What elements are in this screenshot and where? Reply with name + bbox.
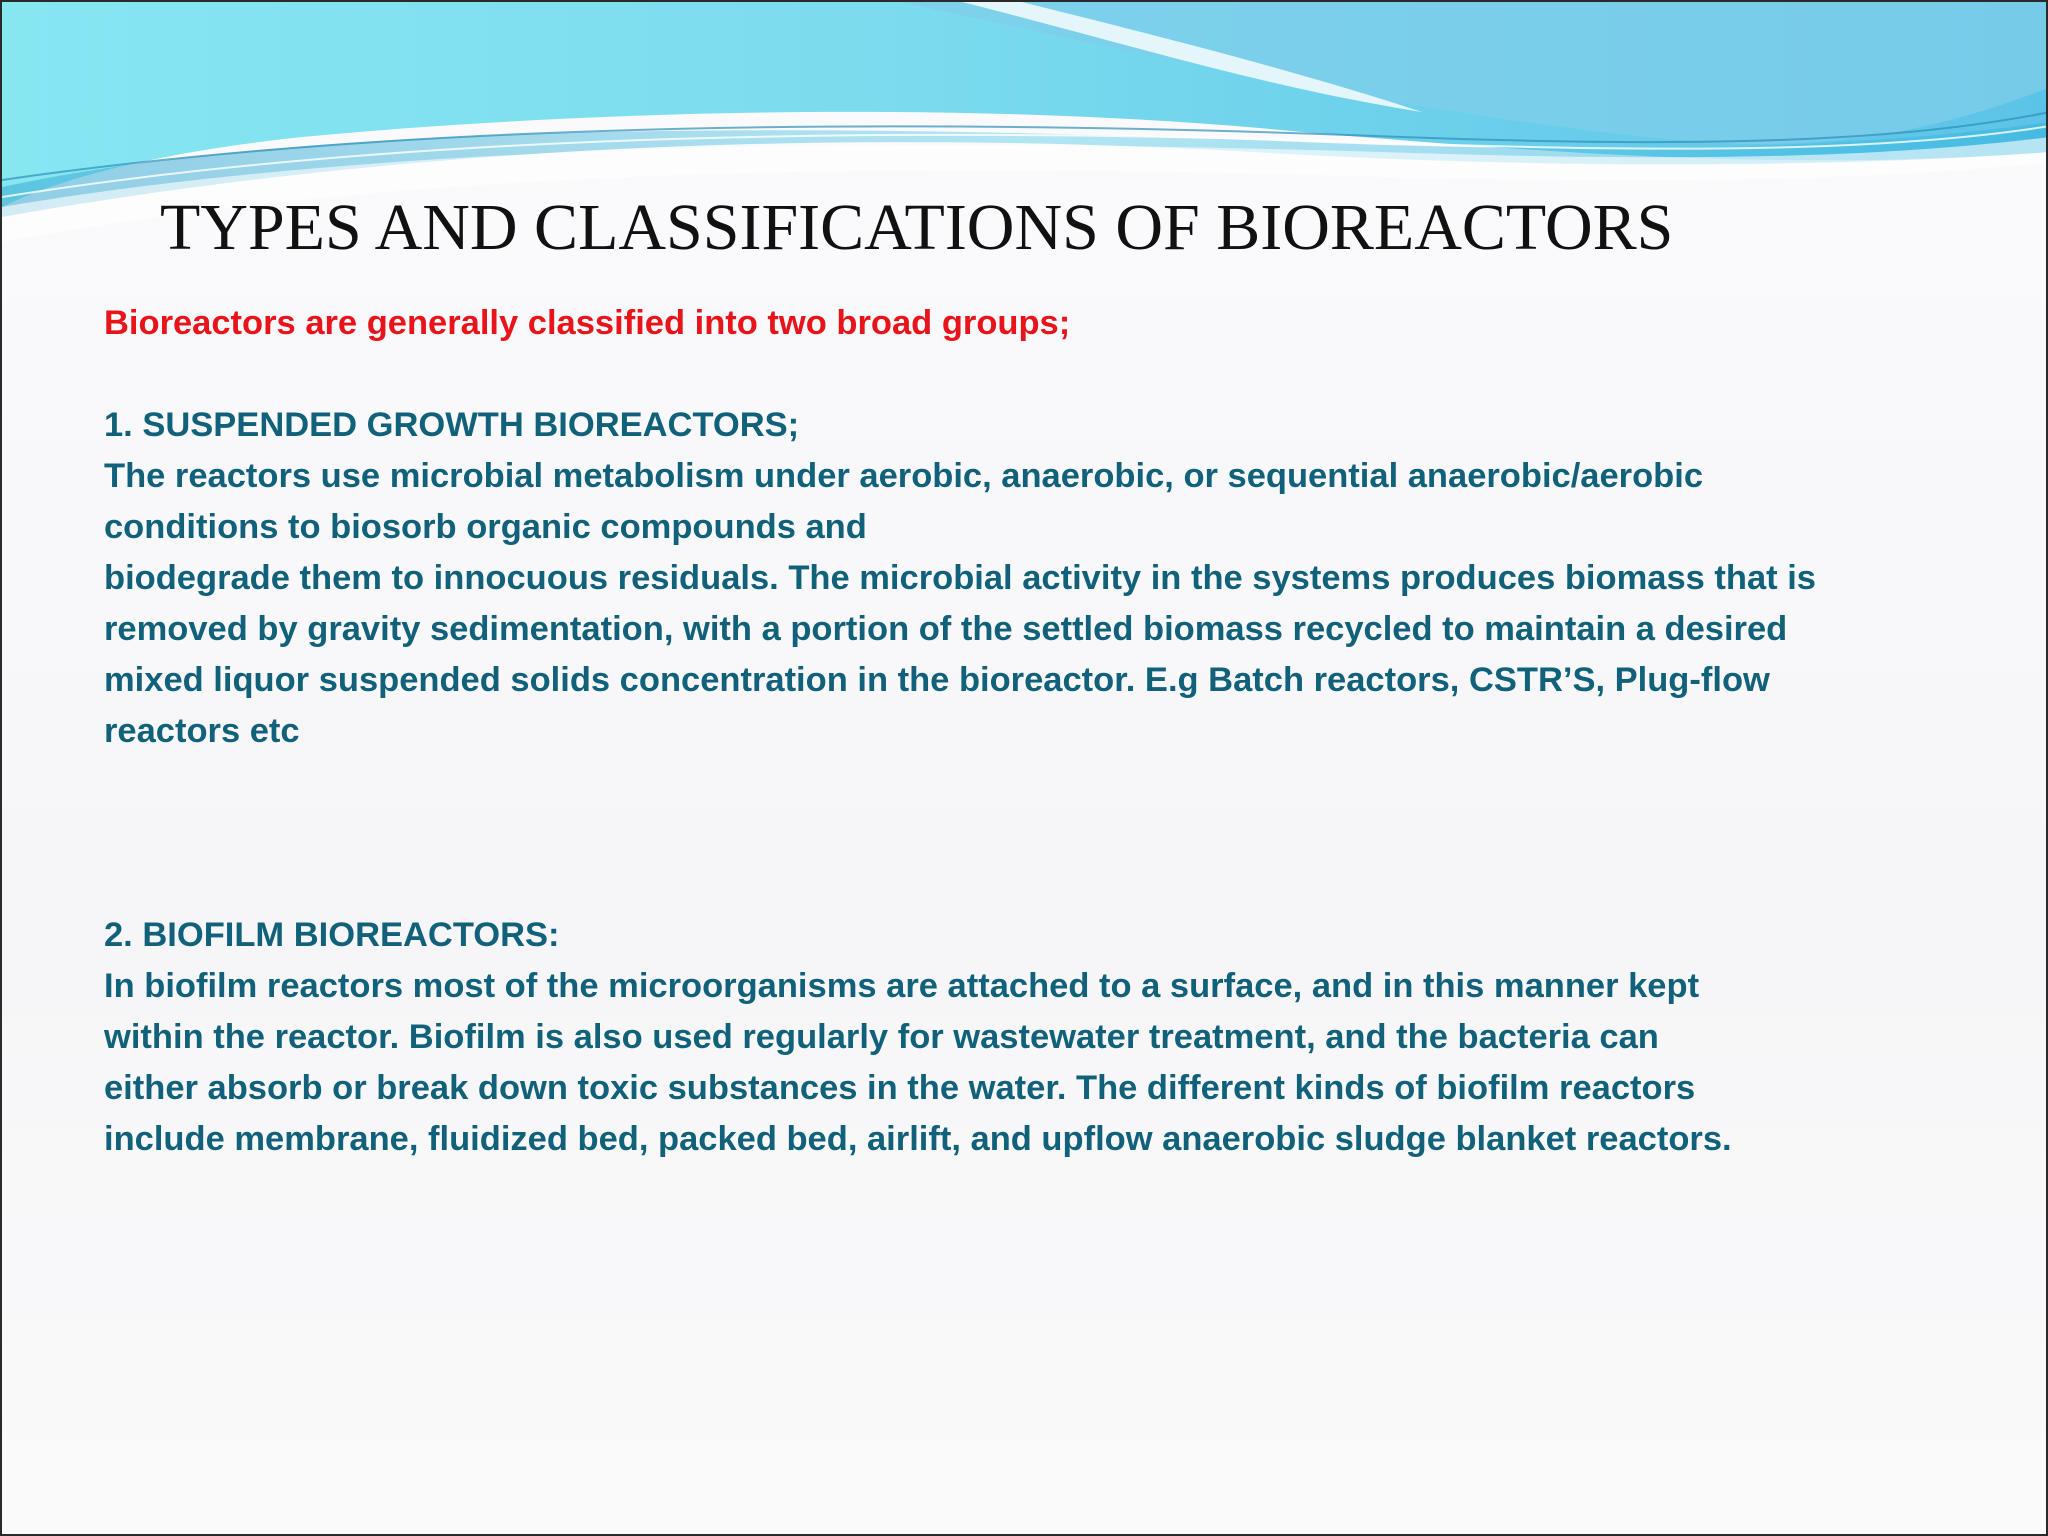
intro-text: Bioreactors are generally classified into two broad groups;: [104, 304, 1071, 342]
section-text-line: The reactors use microbial metabolism under aerobic, anaerobic, or sequential anaerobic/aerobic: [104, 457, 1704, 495]
section-heading: 2. BIOFILM BIOREACTORS:: [104, 916, 560, 954]
section-text-line: include membrane, fluidized bed, packed bed, airlift, and upflow anaerobic sludge blanket reactors.: [104, 1120, 1732, 1158]
section-text-line: within the reactor. Biofilm is also used regularly for wastewater treatment, and the bacteria can: [104, 1018, 1659, 1056]
slide-title: TYPES AND CLASSIFICATIONS OF BIOREACTORS: [160, 191, 1674, 264]
spacer: [104, 349, 1984, 400]
section-text-line: removed by gravity sedimentation, with a portion of the settled biomass recycled to maintain a desired: [104, 610, 1788, 648]
slide-body: [104, 298, 1984, 1165]
section-suspended-growth: [104, 400, 1984, 757]
section-text-line: biodegrade them to innocuous residuals. The microbial activity in the systems produces biomass that is: [104, 559, 1816, 597]
section-text-line: In biofilm reactors most of the microorganisms are attached to a surface, and in this manner kept: [104, 967, 1700, 1005]
section-text-line: conditions to biosorb organic compounds and: [104, 508, 867, 546]
section-text-line: either absorb or break down toxic substances in the water. The different kinds of biofilm reactors: [104, 1069, 1696, 1107]
section-text-line: reactors etc: [104, 712, 300, 750]
section-text-line: mixed liquor suspended solids concentration in the bioreactor. E.g Batch reactors, CSTR’S, Plug-flow: [104, 661, 1770, 699]
section-heading: 1. SUSPENDED GROWTH BIOREACTORS;: [104, 406, 800, 444]
spacer: [104, 757, 1984, 910]
section-biofilm: [104, 910, 1984, 1165]
